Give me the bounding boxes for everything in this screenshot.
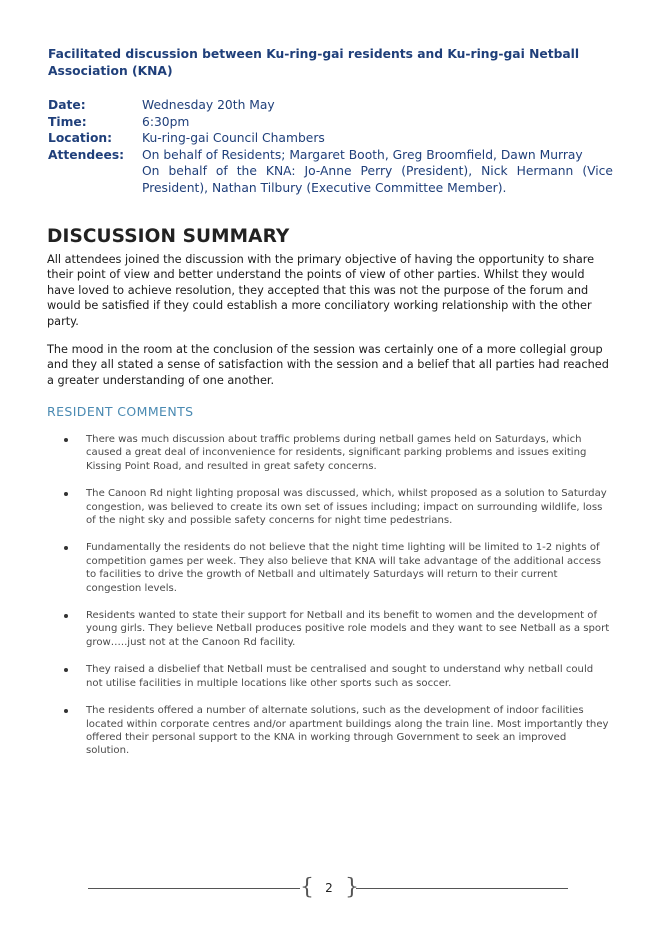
time-label: Time: xyxy=(48,114,87,129)
page-footer xyxy=(88,874,568,904)
meta-row-time xyxy=(48,114,613,131)
bullet-icon xyxy=(62,663,86,690)
attendees-label: Attendees: xyxy=(48,147,125,162)
attendees-kna: On behalf of the KNA: Jo-Anne Perry (President), Nick Hermann (Vice President), Nathan Tilbury (Executive Committee Member). xyxy=(142,164,613,195)
summary-paragraph-1: All attendees joined the discussion with the primary objective of having the opportunity to share their point of view and better understand the points of view of other parties. Whilst they would have loved to achieve resolution, they accepted that this was not the purpose of the forum and would be satisfied if they could establish a more conciliatory working relationship with the other party. xyxy=(47,253,595,328)
bullet-icon xyxy=(62,541,86,595)
meeting-details xyxy=(48,97,613,196)
bullet-icon xyxy=(62,704,86,758)
footer-rule-right xyxy=(356,888,568,889)
list-item-text: There was much discussion about traffic problems during netball games held on Saturdays, which caused a great deal of inconvenience for residents, significant parking problems and issues exiting Kissing Point Road, and resulted in great safety concerns. xyxy=(86,434,587,472)
meta-row-date xyxy=(48,97,613,114)
resident-comments-list xyxy=(62,433,612,772)
attendees-residents: On behalf of Residents; Margaret Booth, Greg Broomfield, Dawn Murray xyxy=(142,147,583,162)
resident-comments-title: RESIDENT COMMENTS xyxy=(47,404,194,419)
list-item xyxy=(62,663,612,690)
meta-row-attendees xyxy=(48,147,613,164)
bullet-icon xyxy=(62,609,86,649)
summary-paragraph-2: The mood in the room at the conclusion of the session was certainly one of a more collegial group and they all stated a sense of satisfaction with the session and a belief that all parties had reached a greater understanding of one another. xyxy=(47,343,609,387)
document-heading: Facilitated discussion between Ku-ring-gai residents and Ku-ring-gai Netball Association (KNA) xyxy=(48,47,580,78)
list-item xyxy=(62,433,612,473)
list-item xyxy=(62,541,612,595)
footer-rule-left xyxy=(88,888,300,889)
list-item-text: They raised a disbelief that Netball must be centralised and sought to understand why netball could not utilise facilities in multiple locations like other sports such as soccer. xyxy=(86,664,594,689)
location-label: Location: xyxy=(48,131,113,145)
bullet-icon xyxy=(62,433,86,473)
location-value: Ku-ring-gai Council Chambers xyxy=(142,131,325,145)
left-brace-icon: { xyxy=(300,875,314,900)
meta-row-location xyxy=(48,130,613,147)
bullet-icon xyxy=(62,487,86,527)
list-item-text: Residents wanted to state their support for Netball and its benefit to women and the development of young girls. They believe Netball produces positive role models and they want to see Netball as a sport grow…..just not at the Canoon Rd facility. xyxy=(86,610,610,648)
list-item-text: The Canoon Rd night lighting proposal was discussed, which, whilst proposed as a solution to Saturday congestion, was believed to create its own set of issues including; impact on surrounding wildlife, loss of the night sky and possible safety concerns for night time pedestrians. xyxy=(86,488,607,527)
page-number: 2 xyxy=(325,881,333,895)
discussion-summary-title: DISCUSSION SUMMARY xyxy=(47,226,290,247)
list-item xyxy=(62,704,612,758)
date-label: Date: xyxy=(48,98,86,112)
meta-row-attendees-kna xyxy=(48,163,613,196)
right-brace-icon: } xyxy=(345,875,359,900)
list-item xyxy=(62,487,612,527)
list-item xyxy=(62,609,612,649)
attendees-label-blank xyxy=(48,163,142,196)
list-item-text: The residents offered a number of alternate solutions, such as the development of indoor facilities located within corporate centres and/or apartment buildings along the train line. Most importantly they offered their personal support to the KNA in working through Government to seek an improved solution. xyxy=(86,705,609,757)
time-value: 6:30pm xyxy=(142,114,190,129)
date-value: Wednesday 20th May xyxy=(142,98,275,112)
list-item-text: Fundamentally the residents do not believe that the night time lighting will be limited to 1-2 nights of competition games per week. They also believe that KNA will take advantage of the additional access to facilities to drive the growth of Netball and ultimately Saturdays will return to their current congestion levels. xyxy=(86,542,602,594)
